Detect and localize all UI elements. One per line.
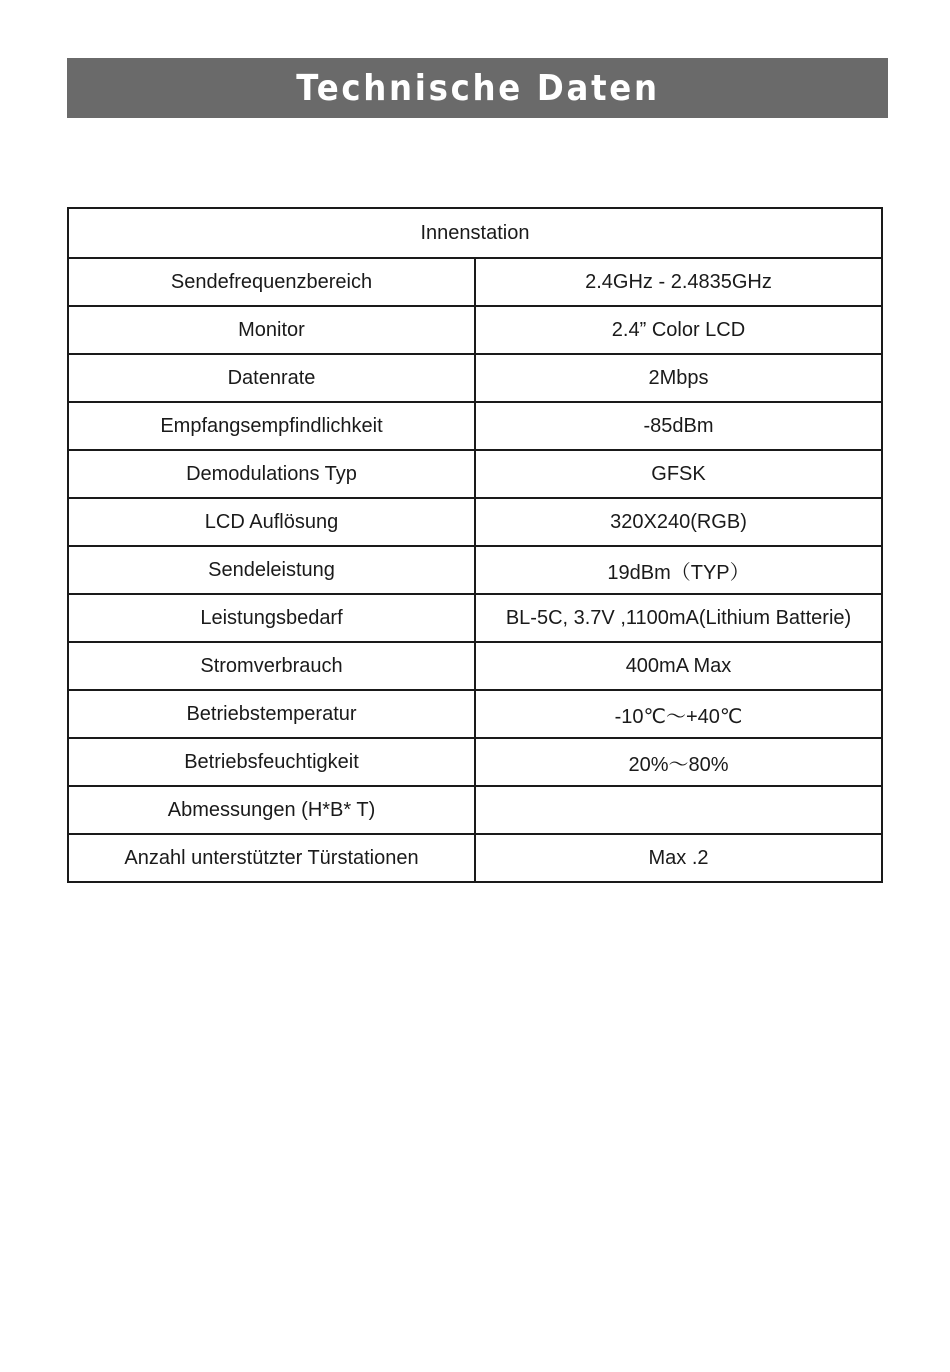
row-value [475,786,882,834]
row-value: -85dBm [475,402,882,450]
table-row [68,834,882,882]
row-value: 20%～80% [475,738,882,786]
row-label: Monitor [68,306,475,354]
row-value: 2.4GHz - 2.4835GHz [475,258,882,306]
table-row [68,450,882,498]
row-label: Betriebstemperatur [68,690,475,738]
row-label: Stromverbrauch [68,642,475,690]
table-row [68,402,882,450]
table-header: Innenstation [68,208,882,258]
row-value: Max .2 [475,834,882,882]
table-row [68,642,882,690]
table-row [68,546,882,594]
table-row [68,738,882,786]
table-row [68,594,882,642]
table-row [68,690,882,738]
row-label: Empfangsempfindlichkeit [68,402,475,450]
row-label: Betriebsfeuchtigkeit [68,738,475,786]
row-label: Sendefrequenzbereich [68,258,475,306]
row-label: Leistungsbedarf [68,594,475,642]
row-label: Anzahl unterstützter Türstationen [68,834,475,882]
table-row [68,306,882,354]
row-value: 2.4” Color LCD [475,306,882,354]
table-row [68,354,882,402]
table-row [68,258,882,306]
row-value: GFSK [475,450,882,498]
title-banner [67,58,888,118]
table-header-row [68,208,882,258]
row-value: 400mA Max [475,642,882,690]
table-row [68,498,882,546]
page-title: Technische Daten [295,67,660,109]
spec-table [67,207,883,883]
row-value: 2Mbps [475,354,882,402]
row-value: 19dBm（TYP） [475,546,882,594]
row-value: 320X240(RGB) [475,498,882,546]
table-row [68,786,882,834]
row-value: -10℃～+40℃ [475,690,882,738]
row-label: Datenrate [68,354,475,402]
row-label: LCD Auflösung [68,498,475,546]
row-label: Abmessungen (H*B* T) [68,786,475,834]
row-value: BL-5C, 3.7V ,1100mA(Lithium Batterie) [475,594,882,642]
row-label: Sendeleistung [68,546,475,594]
row-label: Demodulations Typ [68,450,475,498]
